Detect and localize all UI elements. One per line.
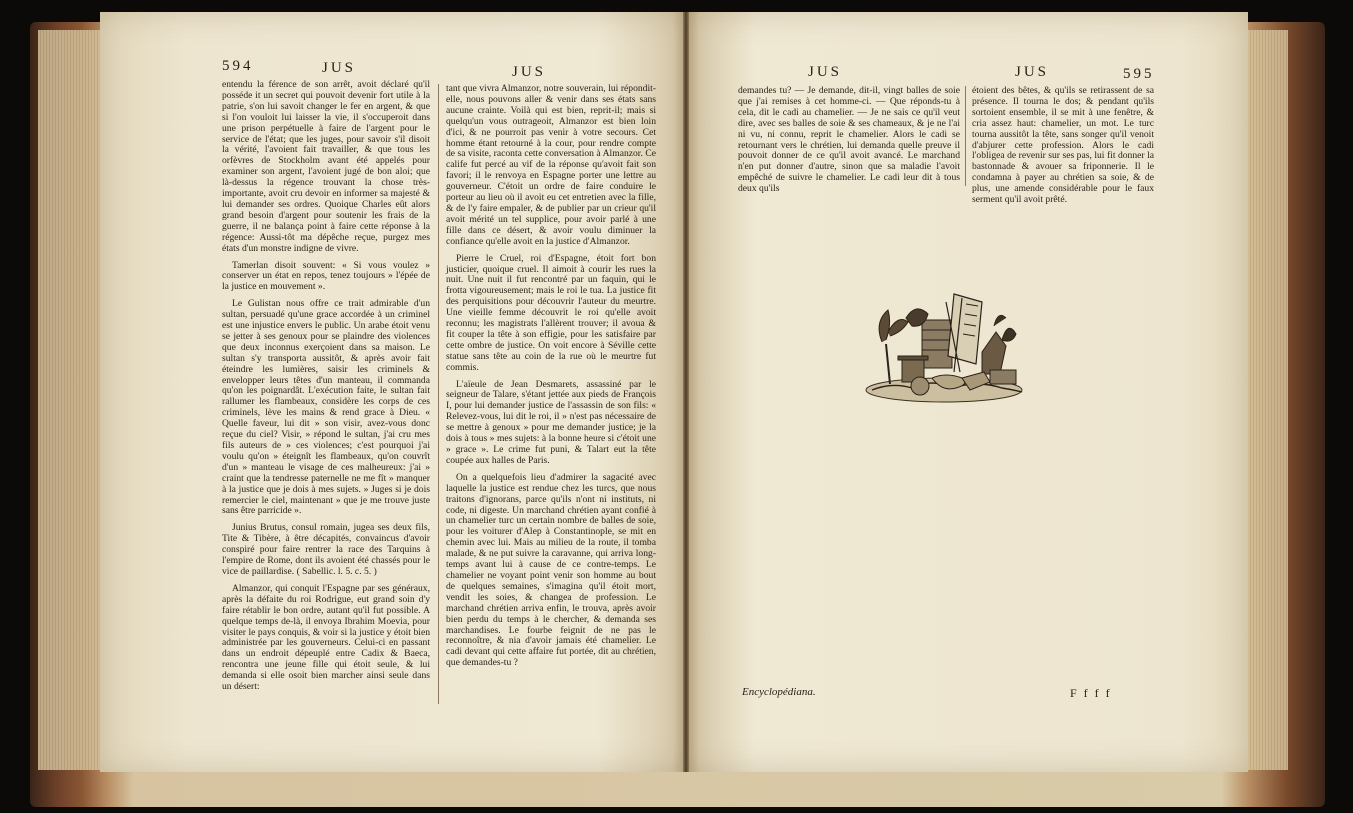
paragraph: On a quelquefois lieu d'admirer la sagacité avec laquelle la justice est rendue chez les turcs, que nous traitons d'ignorans, parce qu'ils n'ont ni instituts, ni code, ni digeste. Un marchand chrétien ayant confié à un chamelier turc un certain nombre de balles de soie, pour les voiturer d'Alep à Constantinople, se mit en chemin avec lui. Mais au milieu de la route, il tomba malade, & ne put suivre la caravanne, qui arriva long-temps avant lui à cause de ce contre-temps. Le chamelier ne voyant point venir son homme au bout de quelques semaines, s'imagina qu'il étoit mort, vendit les soies, & changea de profession. Le marchand chrétien arriva enfin, le trouva, après avoir bien perdu du temps à le chercher, & demanda ses marchandises. Le fourbe feignit de ne pas le reconnoître, & nia d'avoir jamais été chamelier. Le cadi devant qui cette affaire fut portée, dit au chrétien, que demandes-tu ? (446, 471, 656, 669)
footer-title: Encyclopédiana. (742, 686, 816, 698)
page-edges-right (1248, 30, 1288, 770)
paragraph: Pierre le Cruel, roi d'Espagne, étoit fort bon justicier, quoique cruel. Il aimoit à courir les rues la nuit. Une nuit il fut rencontré par un faquin, qui le frotta vigoureusement; mais le roi le tua. La justice fit des perquisitions pour découvrir l'auteur du meurtre. Une vieille femme découvrit le roi qu'elle avoit reconnu; les magistrats l'allèrent trouver; il avoua & fit couper la tête à son effigie, pour les satisfaire par cette ombre de justice. On voit encore à Séville cette statue sans tête au coin de la rue où le meurtre fut commis. (446, 252, 656, 373)
paragraph: tant que vivra Almanzor, notre souverain, lui répondit-elle, nous pouvons aller & venir dans ses états sans aucune crainte. Voilà qui est bien, reprit-il; mais si quelqu'un vous outrageoit, Almanzor est bien loin d'ici, & ne pourroit pas venir à votre secours. Cet homme étant retourné à la cour, pour rendre compte de sa visite, raconta cette conversation à Almanzor. Ce calife fut percé au vif de la réponse qu'avoit fait son favori; il le renvoya en Espagne porter une lettre au gouverneur. C'étoit un ordre de faire conduire le porteur au lieu où il avoit eu cet entretien avec la fille, & de l'y faire empaler, & de publier par un crieur qu'il avoit mérité un tel supplice, pour avoir parlé à une fille dans ce désert, & avoir voulu diminuer la confiance qu'elle avoit en la justice d'Almanzor. (446, 83, 656, 247)
book-gutter (683, 12, 689, 772)
left-column-2 (446, 84, 656, 714)
column-rule (438, 84, 439, 704)
paragraph: entendu la férence de son arrêt, avoit déclaré qu'il posséde it un secret qui pouvoit devenir fort utile à la patrie, s'on lui savoit changer le fer en argent, & que si l'on vouloit lui laisser la vie, il s'occuperoit dans une prison perpétuelle à faire de l'argent pour le service de l'état; que les juges, pour savoir s'il disoit la vérité, l'avoient fait travailler, & que tous les orfèvres de Stockholm avant été appelés pour examiner son argent, l'avoient jugé de bon aloi; que là-dessus la régence trouvant la chose très-importante, avoit cru devoir en informer sa majesté & lui demander ses ordres. Quoique Charles eût alors grand besoin d'argent pour soutenir les frais de la guerre, il ne balança point à faire cette réponse à la régence: Aussi-tôt ma dépêche reçue, purgez mes états d'un monstre indigne de vivre. (222, 79, 430, 254)
column-rule (965, 86, 966, 186)
right-column-2 (972, 85, 1154, 206)
paragraph: Le Gulistan nous offre ce trait admirable d'un sultan, persuadé qu'une grace accordée à un criminel est une injustice envers le public. Un arabe étoit venu se jetter à ses genoux pour se plaindre des violences que deux inconnus exerçoient dans sa maison. Le sultan s'y transporta aussitôt, & après avoir fait éteindre les lumières, saisir les criminels & envelopper leurs têtes d'un manteau, il commanda qu'on les poignardât. L'exécution faite, le sultan fait rallumer les flambeaux, considère les corps de ces criminels, lève les mains & rend grace à Dieu. « Quelle faveur, lui dit » son visir, avez-vous donc reçue du ciel? Visir, » répond le sultan, j'ai cru mes fils auteurs de » ces violences; c'est pourquoi j'ai voulu qu'on » éteignît les flambeaux, qu'on couvrît d'un » manteau le visage de ces malheureux: j'ai » craint que la tendresse paternelle ne me fît » manquer à la justice que je dois à mes sujets. » Juges si je dois remercier le ciel, maintenant » que je me trouve juste sans être parricide ». (222, 298, 430, 517)
paragraph: Junius Brutus, consul romain, jugea ses deux fils, Tite & Tibère, à être décapités, convaincus d'avoir conspiré pour faire rentrer la race des Tarquins à l'empire de Rome, dont ils avoient été chassés pour le vice de paillardise. ( Sabellic. l. 5. c. 5. ) (222, 522, 430, 577)
paragraph: demandes tu? — Je demande, dit-il, vingt balles de soie que j'ai remises à cet homme-ci. — Que réponds-tu à cela, dit le cadi au chamelier. — Je ne sais ce qu'il veut dire, avec ses balles de soie & ses chameaux, & je ne l'ai ni vu, ni connu, reprit le chamelier. Alors le cadi se retournant vers le chrétien, lui demanda quelle preuve il pouvoit donner de ce qu'il avoit avancé. Le marchand n'en put donner d'autre, sinon que sa maladie l'avoit empêché de suivre le chamelier. Le cadi leur dit à tous deux qu'ils (738, 85, 960, 195)
paragraph: Tamerlan disoit souvent: « Si vous voulez » conserver un état en repos, tenez toujours » l'épée de la justice en mouvement ». (222, 259, 430, 293)
right-running-head-2: JUS (1015, 64, 1050, 80)
paragraph: L'aïeule de Jean Desmarets, assassiné par le seigneur de Talare, s'étant jettée aux pieds de François I, pour lui demander justice de l'assassin de son fils: « Relevez-vous, lui dit le roi, il » n'est pas nécessaire de se mettre à genoux » pour me demander justice; je la dois à tous » mes sujets: à la bonne heure si c'étoit une » grace ». Le crime fut puni, & Talart eut la tête coupée aux halles de Paris. (446, 378, 656, 466)
left-column-1 (222, 80, 430, 700)
left-running-head-2: JUS (512, 64, 547, 80)
left-page-number: 594 (222, 58, 254, 74)
signature-mark: F f f f (1070, 686, 1112, 700)
tailpiece-vignette-illustration (862, 282, 1027, 407)
right-page-number: 595 (1123, 66, 1155, 82)
paragraph: étoient des bêtes, & qu'ils se retirassent de sa présence. Il tourna le dos; & pendant qu'ils sortoient ensemble, il se mit à une fenêtre, & cria assez haut: chamelier, un mot. Le turc tourna aussitôt la tête, sans songer qu'il venoit d'abjurer cette profession. Alors le cadi l'obligea de revenir sur ses pas, lui fit donner la bastonnade & avouer sa friponnerie. Il le condamna à payer au chrétien sa soie, & de plus, une amende considérable pour le faux serment qu'il avoit prêté. (972, 85, 1154, 206)
page-edges-left (38, 30, 100, 770)
left-running-head-1: JUS (322, 60, 357, 76)
right-column-1 (738, 85, 960, 195)
right-running-head-1: JUS (808, 64, 843, 80)
paragraph: Almanzor, qui conquit l'Espagne par ses généraux, après la défaite du roi Rodrigue, eut grand soin d'y faire rétablir le bon ordre, autant qu'il fut possible. A quelque temps de-là, il envoya Ibrahim Moevia, pour visiter le pays conquis, & voir si la justice y étoit bien administrée par les gouverneurs. Celui-ci en passant dans un endroit dépeuplé entre Cadix & Baeca, rencontra une jeune fille qui étoit seule, & lui demanda si elle osoit bien marcher ainsi seule dans un désert: (222, 582, 430, 693)
